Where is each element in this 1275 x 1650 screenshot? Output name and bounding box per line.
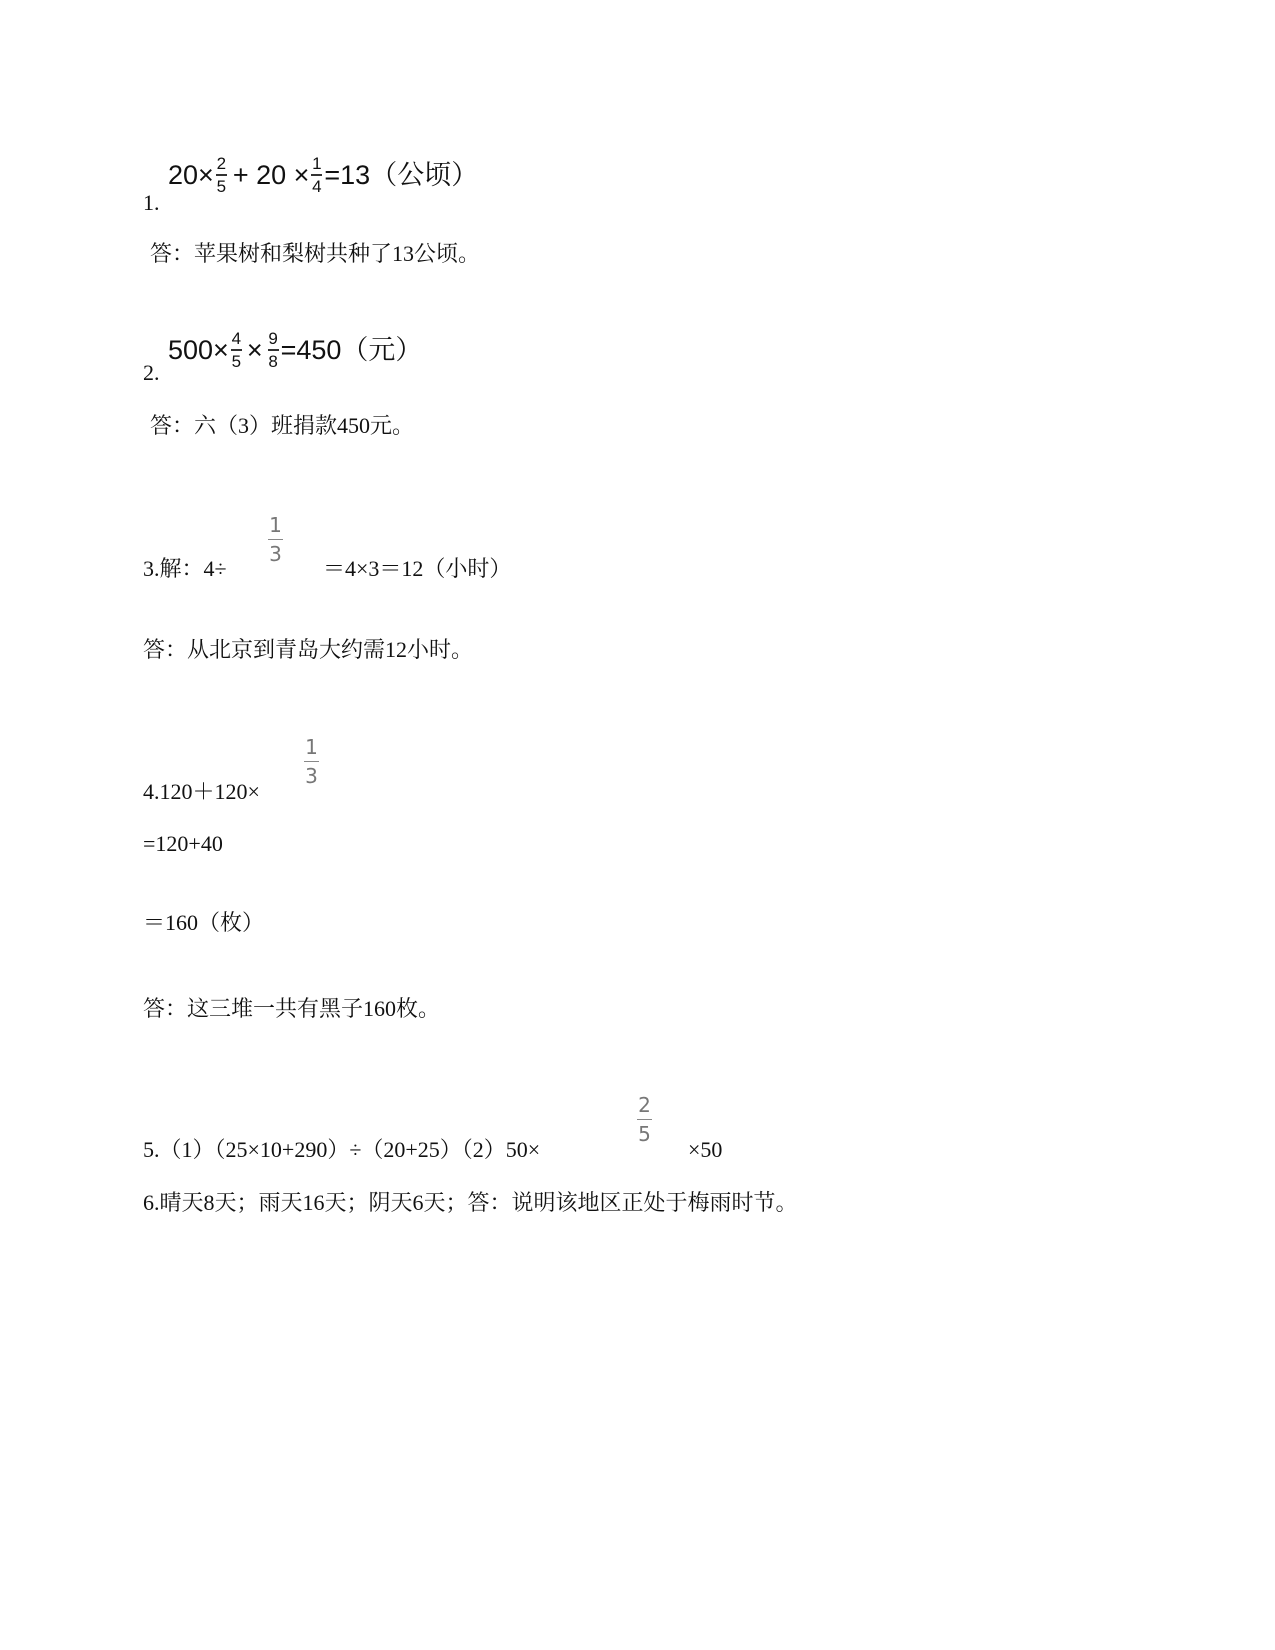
q2-fraction-2 bbox=[268, 330, 279, 370]
q2-number: 2. bbox=[143, 360, 160, 385]
q4-fraction bbox=[304, 737, 319, 786]
q2-eq-part-b: × bbox=[246, 334, 263, 365]
fraction-bar bbox=[216, 174, 227, 176]
q3-fraction-num: 1 bbox=[269, 513, 282, 537]
q1-answer: 答：苹果树和梨树共种了13公顷。 bbox=[150, 241, 481, 266]
q5-text: 5.（1）（25×10+290）÷（20+25）（2）50× bbox=[143, 1137, 541, 1162]
q4-line-2: =120+40 bbox=[143, 831, 223, 856]
q4-answer: 答：这三堆一共有黑子160枚。 bbox=[143, 996, 441, 1021]
q5-fraction bbox=[637, 1095, 652, 1144]
fraction-bar bbox=[311, 174, 322, 176]
q1-fraction-2-den: 4 bbox=[312, 176, 322, 196]
fraction-bar bbox=[268, 349, 279, 351]
q2-fraction-2-den: 8 bbox=[268, 351, 278, 371]
q4-line-1: 4.120＋120× bbox=[143, 779, 260, 804]
q4-fraction-den: 3 bbox=[305, 764, 318, 788]
q2-equation bbox=[168, 330, 422, 370]
q2-fraction-1-den: 5 bbox=[231, 351, 242, 371]
q1-equation bbox=[168, 155, 478, 195]
q2-fraction-2-num: 9 bbox=[268, 329, 278, 348]
q4-line-3: ＝160（枚） bbox=[143, 910, 265, 935]
q1-eq-part-b: + 20 × bbox=[232, 159, 310, 190]
q3-answer: 答：从北京到青岛大约需12小时。 bbox=[143, 637, 474, 662]
fraction-bar bbox=[637, 1119, 652, 1120]
q1-eq-part-a: 20× bbox=[168, 159, 214, 190]
q3-suffix: ＝4×3＝12（小时） bbox=[323, 556, 512, 581]
fraction-bar bbox=[231, 349, 242, 351]
fraction-bar bbox=[268, 539, 283, 540]
q1-fraction-1-num: 2 bbox=[216, 154, 227, 173]
q2-answer: 答：六（3）班捐款450元。 bbox=[150, 413, 415, 438]
q2-fraction-1 bbox=[231, 330, 242, 370]
q1-fraction-2 bbox=[311, 155, 322, 195]
q1-number: 1. bbox=[143, 190, 160, 215]
q5-tail: ×50 bbox=[688, 1137, 723, 1162]
fraction-bar bbox=[304, 761, 319, 762]
q4-fraction-num: 1 bbox=[305, 735, 318, 759]
q1-fraction-1-den: 5 bbox=[216, 176, 227, 196]
q2-fraction-1-num: 4 bbox=[231, 329, 242, 348]
q2-eq-part-a: 500× bbox=[168, 334, 229, 365]
q3-prefix: 3.解：4÷ bbox=[143, 556, 227, 581]
q1-fraction-2-num: 1 bbox=[312, 154, 322, 173]
q3-fraction bbox=[268, 515, 283, 564]
q6-text: 6.晴天8天；雨天16天；阴天6天；答：说明该地区正处于梅雨时节。 bbox=[143, 1190, 798, 1215]
q2-eq-part-c: =450（元） bbox=[280, 334, 423, 365]
q5-fraction-num: 2 bbox=[638, 1093, 651, 1117]
q1-fraction-1 bbox=[216, 155, 227, 195]
q5-fraction-den: 5 bbox=[638, 1122, 651, 1146]
q1-eq-part-c: =13（公顷） bbox=[324, 159, 479, 190]
q3-fraction-den: 3 bbox=[269, 542, 282, 566]
